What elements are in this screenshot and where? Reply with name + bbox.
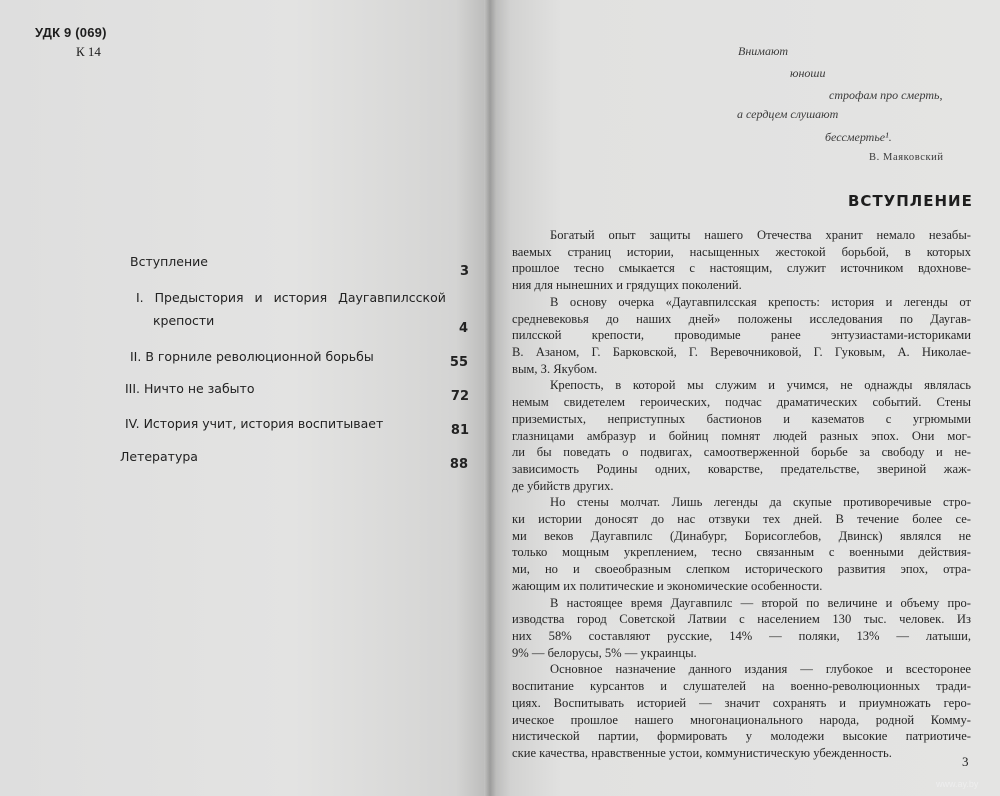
section-heading: ВСТУПЛЕНИЕ	[848, 192, 973, 210]
toc-ch1-title-line1: I. Предыстория и история Даугавпилсской	[136, 290, 446, 305]
body-line: нистической партии, формировать у молодежи высокие патриотиче-	[512, 729, 971, 744]
toc-ch4-page: 81	[450, 423, 469, 438]
body-line: В настоящее время Даугавпилс — второй по величине и объему про-	[550, 595, 971, 610]
body-line: немым свидетелем героических, подчас драматических событий. Стены	[512, 395, 971, 410]
body-line: зависимость Родины одних, коварстве, предательстве, звериной жаж-	[512, 461, 971, 476]
body-line: циях. Воспитывать историей — значит сохранять и приумножать геро-	[512, 695, 971, 710]
body-line: средневековья до наших дней» положены исследования по Даугав-	[512, 311, 971, 326]
body-line: глазницами амбразур и бойниц помнят людей разных эпох. Они мог-	[512, 428, 971, 443]
left-page	[0, 0, 490, 796]
udk-code: УДК 9 (069)	[35, 25, 107, 40]
body-line: В. Азаном, Г. Барковской, Г. Веревочниковой, Г. Гуковым, А. Николае-	[512, 344, 971, 359]
body-line: ли бы поведать о подвигах, самоотверженной борьбе за свободу и не-	[512, 445, 971, 460]
body-line: ми веков Даугавпилс (Динабург, Борисоглебов, Двинск) являлся не	[512, 528, 971, 543]
body-line: Но стены молчат. Лишь легенды да скупые противоречивые стро-	[550, 495, 971, 510]
toc-ch3-title: III. Ничто не забыто	[125, 381, 255, 396]
body-line: жающим их политические и экономические особенности.	[512, 578, 823, 593]
watermark: www.ay.by	[936, 779, 979, 789]
body-line: де убийств других.	[512, 478, 614, 493]
body-line: только мощным укреплением, тесно связанным с военными действия-	[512, 545, 971, 560]
epigraph-line: Внимают	[738, 44, 789, 58]
body-line: ния для нынешних и грядущих поколений.	[512, 278, 742, 293]
toc-intro-page: 3	[459, 264, 469, 279]
epigraph-line: юноши	[790, 66, 826, 80]
toc-ch1-page: 4	[458, 321, 468, 336]
body-line: пилсской крепости, проводимые ранее энтузиастами-историками	[512, 328, 971, 343]
body-line: ки истории доносят до нас отзвуки тех дней. В течение более се-	[512, 512, 971, 527]
toc-ch4-title: IV. История учит, история воспитывает	[125, 416, 384, 431]
body-line: Основное назначение данного издания — глубокое и всесторонее	[550, 662, 971, 677]
body-line: приземистых, неприступных бастионов и казематов с угрюмыми	[512, 411, 971, 426]
toc-ch1-title-line2: крепости	[153, 313, 215, 328]
toc-intro-title: Вступление	[130, 254, 208, 269]
toc-literature-page: 88	[449, 457, 468, 472]
body-line: ваемых страниц истории, насыщенных жестокой борьбой, в которых	[512, 244, 971, 259]
body-line: В основу очерка «Даугавпилсская крепость: история и легенды от	[550, 294, 971, 309]
body-line: прошлое тесно смыкается с настоящим, служит источником вдохнове-	[512, 261, 971, 276]
body-line: вым, З. Якубом.	[512, 361, 598, 376]
body-line: воспитание курсантов и слушателей на военно-революционных тради-	[512, 679, 971, 694]
body-line: ми, но и своеобразным слепком исторического развития эпох, отра-	[512, 562, 971, 577]
body-line: ическое прошлое нашего многонационального народа, родной Комму-	[512, 712, 971, 727]
book-gutter	[484, 0, 496, 796]
body-line: ские качества, нравственные устои, коммунистическую убежденность.	[512, 746, 892, 760]
epigraph-line: бессмертье¹.	[825, 130, 892, 144]
body-line: них 58% составляют русские, 14% — поляки, 13% — латыши,	[512, 629, 971, 644]
epigraph-line: а сердцем слушают	[737, 107, 839, 121]
page-number: 3	[962, 754, 969, 769]
toc-ch2-title: II. В горниле революционной борьбы	[130, 349, 374, 364]
body-line: 9% — белорусы, 5% — украинцы.	[512, 645, 697, 660]
body-line: Крепость, в которой мы служим и учимся, не однажды являлась	[550, 378, 971, 393]
epigraph-line: строфам про смерть,	[829, 88, 943, 102]
toc-literature-title: Летература	[120, 449, 198, 464]
toc-ch3-page: 72	[450, 389, 469, 404]
body-line: Богатый опыт защиты нашего Отечества хранит немало незабы-	[550, 228, 971, 242]
body-line: изводства город Советской Латвии с населением 130 тыс. человек. Из	[512, 612, 971, 627]
toc-ch2-page: 55	[449, 355, 468, 370]
epigraph-author: В. Маяковский	[869, 152, 944, 163]
udk-index: К 14	[76, 44, 101, 59]
